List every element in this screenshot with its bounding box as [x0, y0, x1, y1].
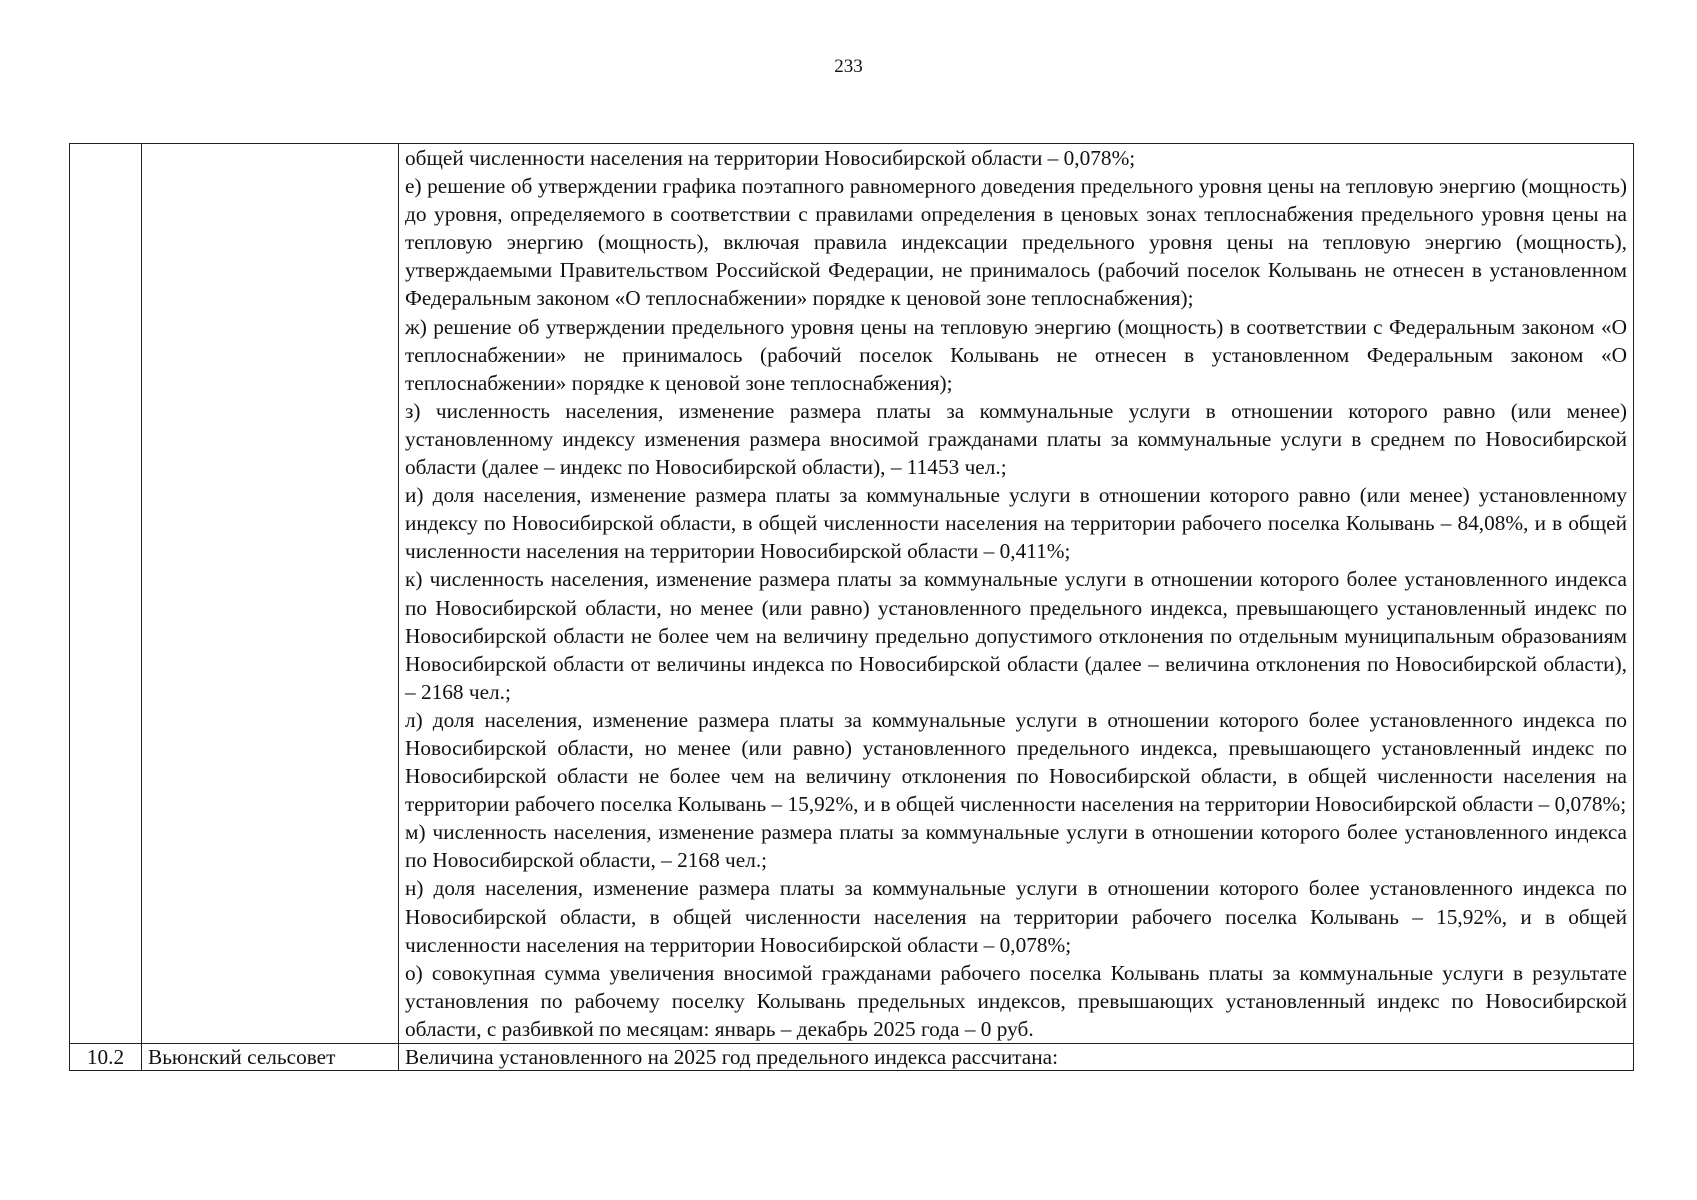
paragraph-continuation: общей численности населения на территории Новосибирской области – 0,078%; [405, 146, 1136, 170]
paragraph-i: и) доля населения, изменение размера платы за коммунальные услуги в отношении которого равно (или менее) установленному индексу по Новосибирской области, в общей численности населения на территории рабочего поселка Колывань – 84,08%, и в общей численности населения на территории Новосибирской области – 0,411%; [405, 483, 1627, 564]
description-cell: Величина установленного на 2025 год предельного индекса рассчитана: [399, 1044, 1634, 1071]
paragraph-z: з) численность населения, изменение размера платы за коммунальные услуги в отношении которого равно (или менее) установленному индексу изменения размера вносимой гражданами платы за коммунальные услуги в среднем по Новосибирской области (далее – индекс по Новосибирской области), – 11453 чел.; [405, 398, 1627, 480]
paragraph-zh: ж) решение об утверждении предельного уровня цены на тепловую энергию (мощность) в соответствии с Федеральным законом «О теплоснабжении» не принималось (рабочий поселок Колывань не отнесен в установленном Федеральным законом «О теплоснабжении» порядке к ценовой зоне теплоснабжения); [405, 314, 1627, 395]
table-row [70, 144, 1634, 1044]
municipality-name-cell: Вьюнский сельсовет [142, 1044, 399, 1071]
row-number-cell: 10.2 [70, 1044, 142, 1071]
page-number: 233 [834, 56, 863, 77]
paragraph-l: л) доля населения, изменение размера платы за коммунальные услуги в отношении которого более установленного индекса по Новосибирской области, но менее (или равно) установленного предельного индекса, превышающего установленный индекс по Новосибирской области не более чем на величину отклонения по Новосибирской области, в общей численности населения на территории рабочего поселка Колывань – 15,92%, и в общей численности населения на территории Новосибирской области – 0,078%; [405, 707, 1627, 817]
paragraph-m: м) численность населения, изменение размера платы за коммунальные услуги в отношении которого более установленного индекса по Новосибирской области, – 2168 чел.; [405, 820, 1627, 873]
paragraph-e: е) решение об утверждении графика поэтапного равномерного доведения предельного уровня цены на тепловую энергию (мощность) до уровня, определяемого в соответствии с правилами определения в ценовых зонах теплоснабжения предельного уровня цены на тепловую энергию (мощность), включая правила индексации предельного уровня цены на тепловую энергию (мощность), утверждаемыми Правительством Российской Федерации, не принималось (рабочий поселок Колывань не отнесен в установленном Федеральным законом «О теплоснабжении» порядке к ценовой зоне теплоснабжения); [405, 174, 1627, 311]
document-table [69, 143, 1634, 1071]
paragraph-k: к) численность населения, изменение размера платы за коммунальные услуги в отношении которого более установленного индекса по Новосибирской области, но менее (или равно) установленного предельного индекса, превышающего установленный индекс по Новосибирской области не более чем на величину предельно допустимого отклонения по отдельным муниципальным образованиям Новосибирской области от величины индекса по Новосибирской области (далее – величина отклонения по Новосибирской области), – 2168 чел.; [405, 567, 1627, 704]
table-row [70, 1044, 1634, 1071]
municipality-name-cell [142, 144, 399, 1044]
paragraph-n: н) доля населения, изменение размера платы за коммунальные услуги в отношении которого более установленного индекса по Новосибирской области, в общей численности населения на территории рабочего поселка Колывань – 15,92%, и в общей численности населения на территории Новосибирской области – 0,078%; [405, 876, 1627, 957]
description-cell [399, 144, 1634, 1044]
paragraph-o: о) совокупная сумма увеличения вносимой гражданами рабочего поселка Колывань платы за коммунальные услуги в результате установления по рабочему поселку Колывань предельных индексов, превышающих установленный индекс по Новосибирской области, с разбивкой по месяцам: январь – декабрь 2025 года – 0 руб. [405, 960, 1627, 1041]
row-number-cell [70, 144, 142, 1044]
